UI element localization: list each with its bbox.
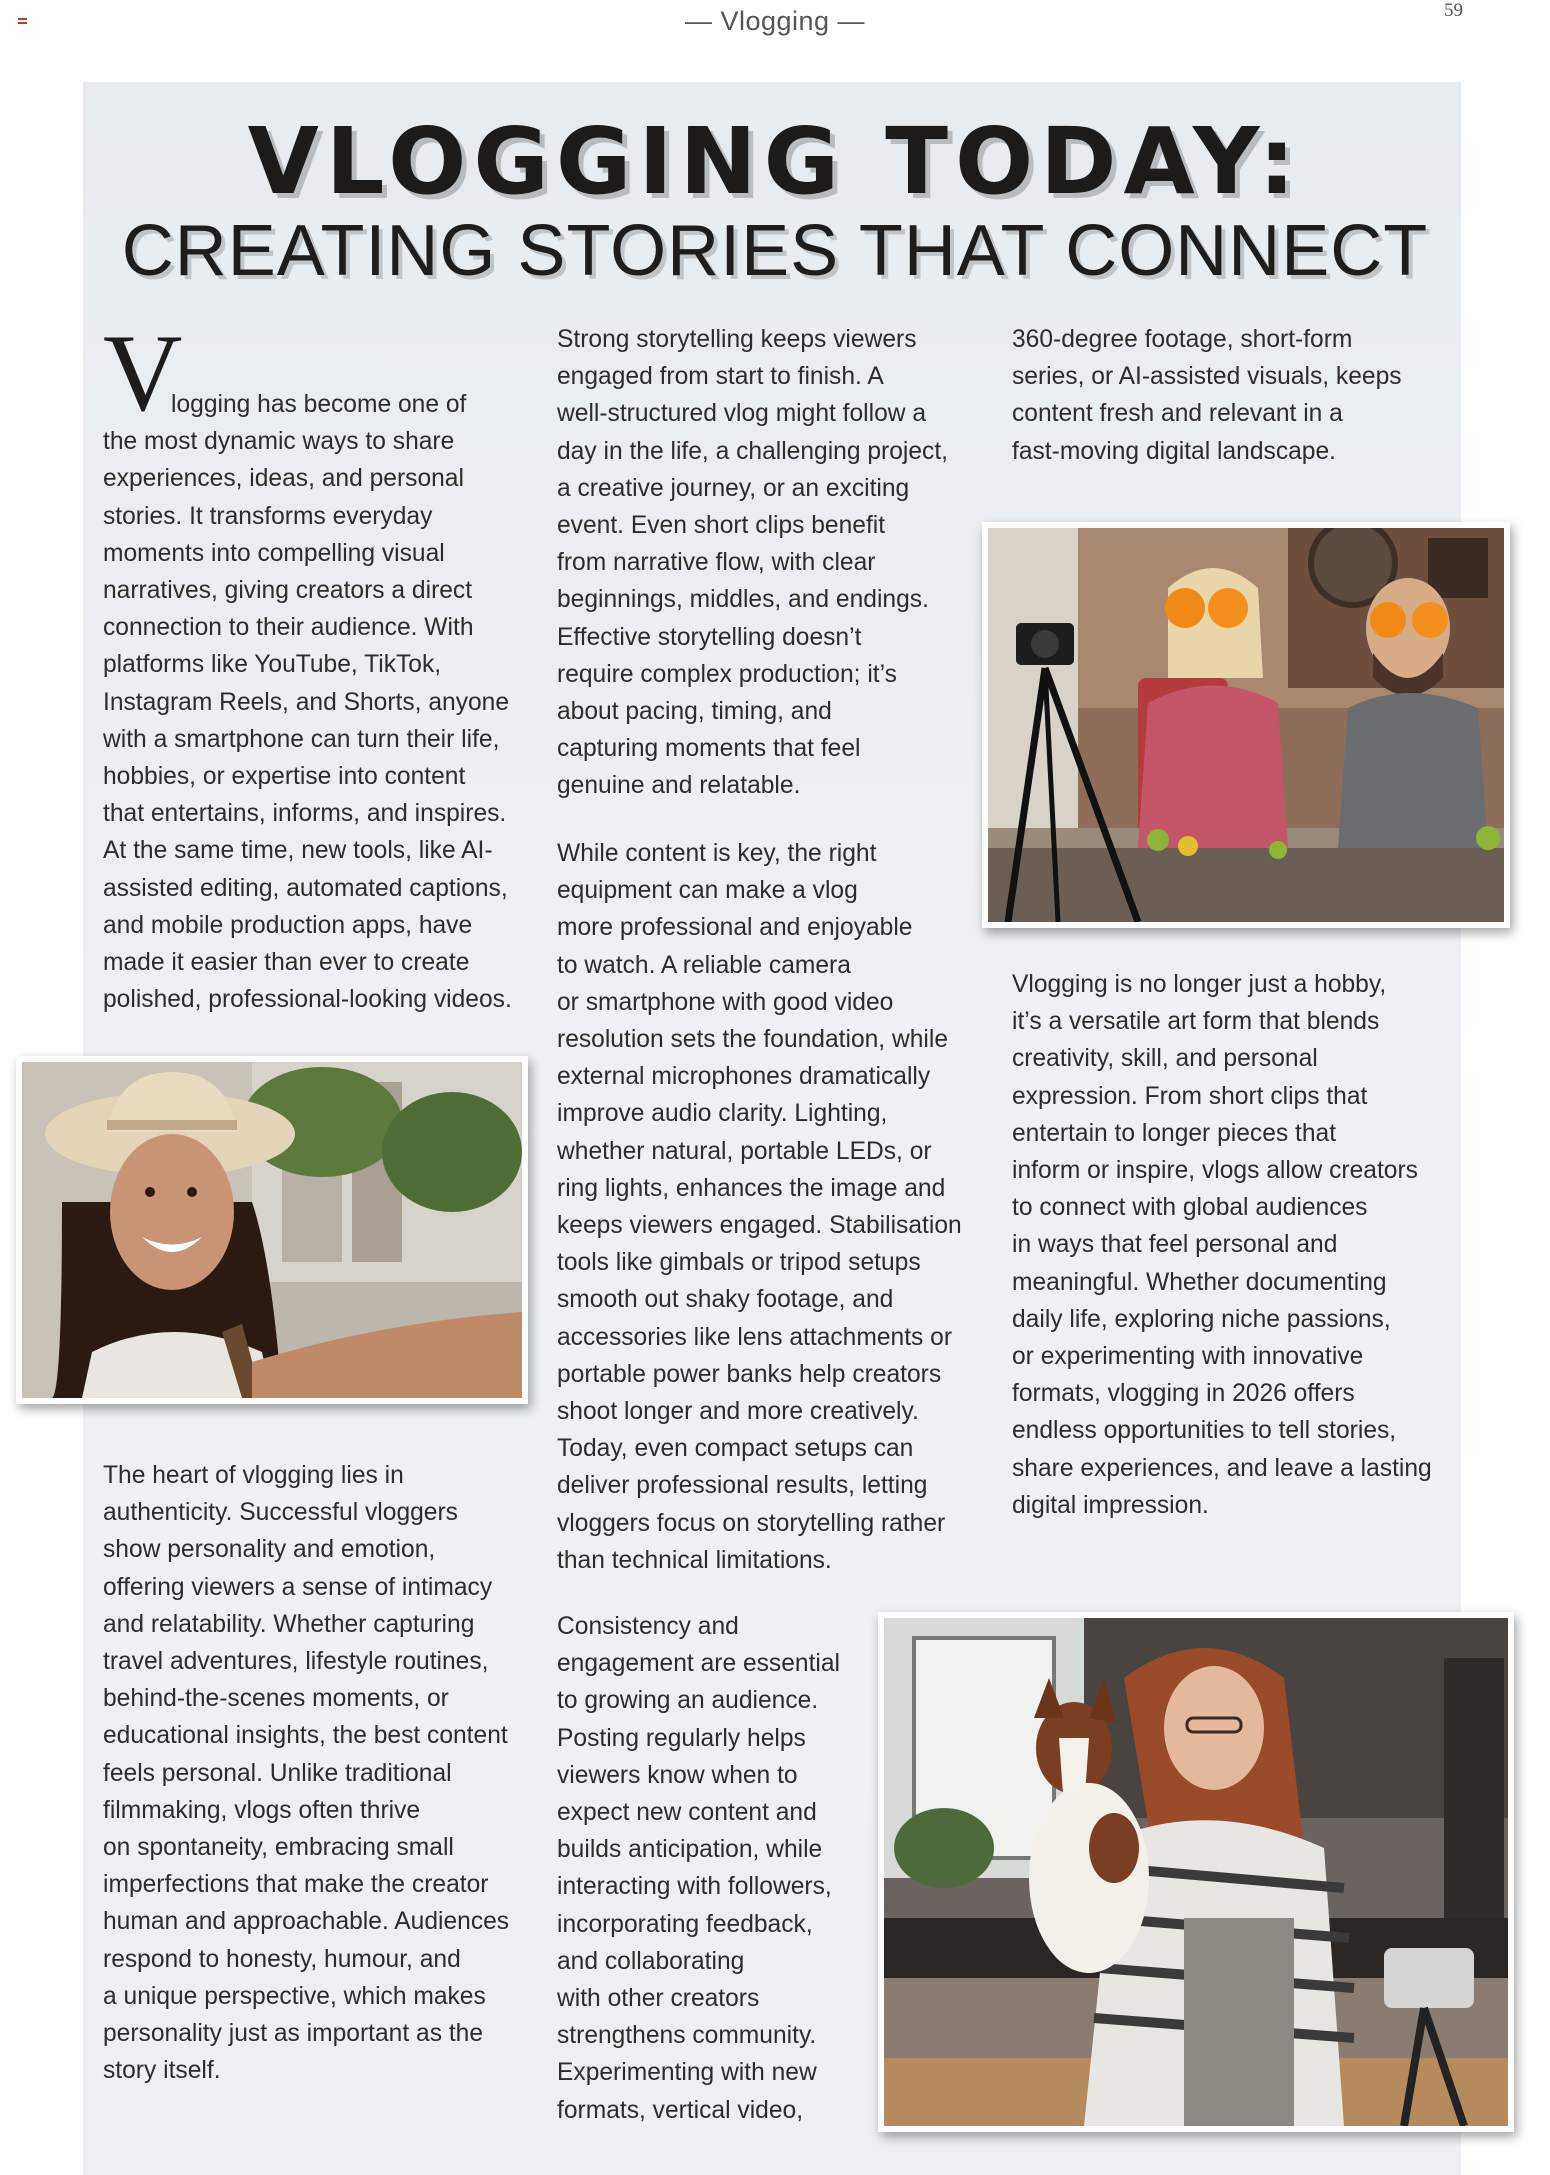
col1-paragraph-2 [103, 1457, 533, 2089]
text-line: viewers know when to [557, 1761, 798, 1789]
text-line: educational insights, the best content [103, 1722, 508, 1750]
text-line: daily life, exploring niche passions, [1012, 1305, 1391, 1333]
woman-dog-illustration [884, 1618, 1508, 2126]
text-line: filmmaking, vlogs often thrive [103, 1796, 421, 1824]
text-line: beginnings, middles, and endings. [557, 586, 929, 614]
text-line: or smartphone with good video [557, 988, 894, 1016]
text-line: made it easier than ever to create [103, 949, 470, 977]
col2-paragraph-2 [557, 835, 987, 1579]
text-line: to connect with global audiences [1012, 1194, 1368, 1222]
text-line: 360-degree footage, short-form [1012, 326, 1353, 353]
text-line: series, or AI-assisted visuals, keeps [1012, 363, 1402, 391]
text-line: travel adventures, lifestyle routines, [103, 1648, 489, 1676]
text-line: and mobile production apps, have [103, 911, 473, 939]
text-line: event. Even short clips benefit [557, 512, 886, 540]
text-line: ring lights, enhances the image and [557, 1174, 946, 1202]
text-line: story itself. [103, 2057, 221, 2085]
text-line: a creative journey, or an exciting [557, 474, 910, 502]
text-line: inform or inspire, vlogs allow creators [1012, 1157, 1418, 1185]
text-line: engaged from start to finish. A [557, 363, 884, 391]
text-line: meaningful. Whether documenting [1012, 1268, 1387, 1296]
text-line: well-structured vlog might follow a [557, 400, 927, 428]
text-line: Consistency and [557, 1613, 739, 1640]
text-line: with other creators [557, 1985, 760, 2013]
text-line: equipment can make a vlog [557, 877, 858, 905]
text-line: more professional and enjoyable [557, 914, 913, 942]
col1-paragraph-1 [103, 386, 533, 1018]
text-line: and relatability. Whether capturing [103, 1610, 475, 1638]
text-line: to watch. A reliable camera [557, 951, 851, 979]
col3-paragraph-1 [1012, 321, 1452, 470]
text-line: entertain to longer pieces that [1012, 1119, 1337, 1147]
text-line: external microphones dramatically [557, 1063, 931, 1091]
text-line: imperfections that make the creator [103, 1871, 489, 1899]
text-line: engagement are essential [557, 1650, 841, 1678]
photo-woman-dog [878, 1612, 1514, 2132]
article-title: VLOGGING TODAY: [247, 108, 1303, 215]
text-line: assisted editing, automated captions, [103, 874, 508, 902]
text-line: day in the life, a challenging project, [557, 437, 949, 465]
text-line: authenticity. Successful vloggers [103, 1499, 458, 1527]
text-line: smooth out shaky footage, and [557, 1286, 894, 1314]
text-line: capturing moments that feel [557, 735, 861, 763]
text-line: respond to honesty, humour, and [103, 1945, 461, 1973]
text-line: expression. From short clips that [1012, 1082, 1368, 1110]
text-line: experiences, ideas, and personal [103, 465, 464, 493]
text-line: on spontaneity, embracing small [103, 1834, 454, 1862]
text-line: hobbies, or expertise into content [103, 763, 466, 791]
text-line: vloggers focus on storytelling rather [557, 1509, 946, 1537]
text-line: that entertains, informs, and inspires. [103, 800, 507, 828]
col2-paragraph-1 [557, 321, 987, 805]
text-line: and collaborating [557, 1947, 745, 1975]
couple-kitchen-illustration [988, 528, 1504, 922]
photo-couple-kitchen [982, 522, 1510, 928]
text-line: from narrative flow, with clear [557, 549, 876, 577]
text-line: At the same time, new tools, like AI- [103, 837, 493, 865]
text-line: builds anticipation, while [557, 1836, 823, 1864]
text-line: offering viewers a sense of intimacy [103, 1573, 493, 1601]
text-line: Effective storytelling doesn’t [557, 623, 862, 651]
text-line: Strong storytelling keeps viewers [557, 326, 917, 353]
text-line: keeps viewers engaged. Stabilisation [557, 1212, 962, 1240]
text-line: Instagram Reels, and Shorts, anyone [103, 688, 510, 716]
text-line: shoot longer and more creatively. [557, 1398, 919, 1426]
text-line: endless opportunities to tell stories, [1012, 1417, 1397, 1445]
text-line: interacting with followers, [557, 1873, 832, 1901]
text-line: tools like gimbals or tripod setups [557, 1249, 921, 1277]
text-line: whether natural, portable LEDs, or [557, 1137, 932, 1165]
text-line: Posting regularly helps [557, 1724, 806, 1752]
text-line: share experiences, and leave a lasting [1012, 1454, 1432, 1482]
text-line: the most dynamic ways to share [103, 428, 455, 456]
text-line: deliver professional results, letting [557, 1472, 928, 1500]
text-line: portable power banks help creators [557, 1360, 942, 1388]
text-line: strengthens community. [557, 2022, 817, 2050]
text-line: logging has become one of [171, 391, 467, 418]
text-line: require complex production; it’s [557, 660, 897, 688]
text-line: content fresh and relevant in a [1012, 400, 1343, 428]
text-line: formats, vertical video, [557, 2096, 804, 2124]
text-line: it’s a versatile art form that blends [1012, 1008, 1380, 1036]
text-line: Experimenting with new [557, 2059, 817, 2087]
text-line: improve audio clarity. Lighting, [557, 1100, 888, 1128]
text-line: incorporating feedback, [557, 1910, 813, 1938]
text-line: Vlogging is no longer just a hobby, [1012, 971, 1387, 998]
text-line: feels personal. Unlike traditional [103, 1759, 452, 1787]
text-line: fast-moving digital landscape. [1012, 437, 1336, 465]
text-line: about pacing, timing, and [557, 698, 832, 726]
drop-cap: V [103, 312, 183, 434]
article-subtitle: CREATING STORIES THAT CONNECT [121, 211, 1429, 291]
text-line: genuine and relatable. [557, 772, 801, 800]
text-line: accessories like lens attachments or [557, 1323, 953, 1351]
text-line: than technical limitations. [557, 1546, 832, 1574]
text-line: moments into compelling visual [103, 539, 445, 567]
text-line: polished, professional-looking videos. [103, 986, 512, 1014]
text-line: expect new content and [557, 1799, 817, 1827]
text-line: with a smartphone can turn their life, [103, 725, 500, 753]
woman-selfie-illustration [22, 1062, 522, 1398]
text-line: human and approachable. Audiences [103, 1908, 510, 1936]
text-line: personality just as important as the [103, 2020, 484, 2048]
text-line: a unique perspective, which makes [103, 1982, 486, 2010]
col3-paragraph-2 [1012, 966, 1452, 1524]
text-line: formats, vlogging in 2026 offers [1012, 1380, 1355, 1408]
text-line: in ways that feel personal and [1012, 1231, 1338, 1259]
text-line: behind-the-scenes moments, or [103, 1685, 449, 1713]
text-line: creativity, skill, and personal [1012, 1045, 1318, 1073]
text-line: or experimenting with innovative [1012, 1343, 1364, 1371]
text-line: The heart of vlogging lies in [103, 1462, 404, 1489]
text-line: digital impression. [1012, 1491, 1209, 1519]
text-line: to growing an audience. [557, 1687, 819, 1715]
text-line: show personality and emotion, [103, 1536, 436, 1564]
text-line: Today, even compact setups can [557, 1435, 914, 1463]
section-label: — Vlogging — [684, 6, 866, 36]
text-line: platforms like YouTube, TikTok, [103, 651, 442, 679]
text-line: stories. It transforms everyday [103, 502, 433, 530]
page-number: 59 [1444, 0, 1463, 21]
photo-woman-selfie [16, 1056, 528, 1404]
text-line: resolution sets the foundation, while [557, 1026, 949, 1054]
text-line: While content is key, the right [557, 840, 877, 867]
text-line: narratives, giving creators a direct [103, 577, 473, 605]
text-line: connection to their audience. With [103, 614, 474, 642]
